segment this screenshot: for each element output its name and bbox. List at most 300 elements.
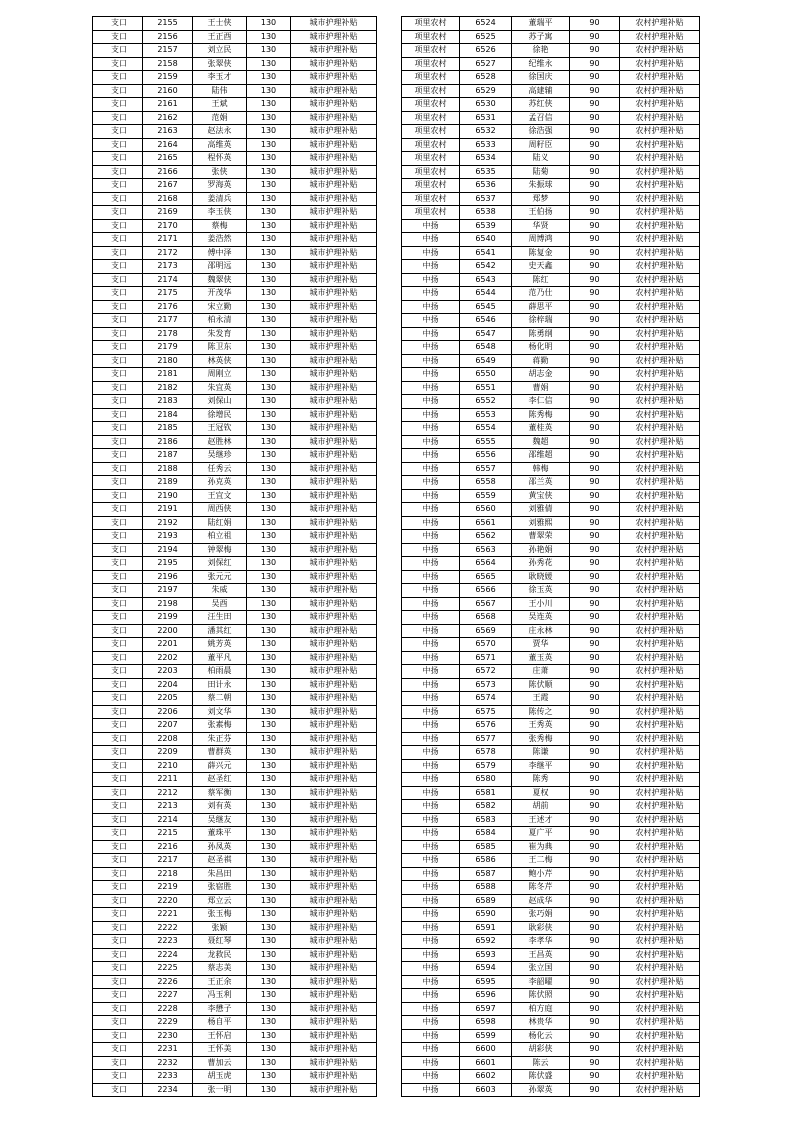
table-row bbox=[93, 192, 377, 206]
table-row bbox=[93, 1016, 377, 1030]
serial-cell: 2155 bbox=[143, 17, 193, 31]
table-row bbox=[93, 543, 377, 557]
amount-cell: 130 bbox=[247, 773, 291, 787]
serial-cell: 6526 bbox=[460, 44, 512, 58]
serial-cell: 2191 bbox=[143, 503, 193, 517]
name-cell: 王宜文 bbox=[193, 489, 247, 503]
subsidy-type-cell: 农村护理补贴 bbox=[620, 692, 700, 706]
table-row bbox=[402, 773, 700, 787]
subsidy-type-cell: 农村护理补贴 bbox=[620, 989, 700, 1003]
serial-cell: 6560 bbox=[460, 503, 512, 517]
subsidy-type-cell: 农村护理补贴 bbox=[620, 1002, 700, 1016]
table-row bbox=[402, 30, 700, 44]
area-cell: 支口 bbox=[93, 246, 143, 260]
serial-cell: 2200 bbox=[143, 624, 193, 638]
name-cell: 庄萧 bbox=[512, 665, 570, 679]
name-cell: 林英侠 bbox=[193, 354, 247, 368]
name-cell: 鲍小芹 bbox=[512, 867, 570, 881]
area-cell: 中扬 bbox=[402, 543, 460, 557]
name-cell: 孙凤英 bbox=[193, 840, 247, 854]
area-cell: 支口 bbox=[93, 854, 143, 868]
area-cell: 支口 bbox=[93, 395, 143, 409]
subsidy-type-cell: 城市护理补贴 bbox=[291, 179, 377, 193]
subsidy-type-cell: 城市护理补贴 bbox=[291, 314, 377, 328]
area-cell: 中扬 bbox=[402, 624, 460, 638]
area-cell: 项里农村 bbox=[402, 98, 460, 112]
serial-cell: 6595 bbox=[460, 975, 512, 989]
amount-cell: 130 bbox=[247, 287, 291, 301]
amount-cell: 90 bbox=[570, 354, 620, 368]
right-table bbox=[401, 16, 700, 1097]
area-cell: 中扬 bbox=[402, 557, 460, 571]
area-cell: 支口 bbox=[93, 800, 143, 814]
name-cell: 刘有英 bbox=[193, 800, 247, 814]
amount-cell: 90 bbox=[570, 57, 620, 71]
table-row bbox=[402, 989, 700, 1003]
area-cell: 中扬 bbox=[402, 273, 460, 287]
serial-cell: 2208 bbox=[143, 732, 193, 746]
subsidy-type-cell: 农村护理补贴 bbox=[620, 624, 700, 638]
area-cell: 支口 bbox=[93, 287, 143, 301]
subsidy-type-cell: 城市护理补贴 bbox=[291, 462, 377, 476]
right-table-body bbox=[402, 17, 700, 1097]
serial-cell: 2190 bbox=[143, 489, 193, 503]
area-cell: 中扬 bbox=[402, 219, 460, 233]
amount-cell: 130 bbox=[247, 449, 291, 463]
amount-cell: 90 bbox=[570, 30, 620, 44]
subsidy-type-cell: 城市护理补贴 bbox=[291, 1002, 377, 1016]
amount-cell: 130 bbox=[247, 624, 291, 638]
name-cell: 潘其红 bbox=[193, 624, 247, 638]
serial-cell: 2226 bbox=[143, 975, 193, 989]
table-row bbox=[402, 921, 700, 935]
name-cell: 刘保山 bbox=[193, 395, 247, 409]
serial-cell: 2213 bbox=[143, 800, 193, 814]
name-cell: 李懋子 bbox=[193, 1002, 247, 1016]
table-row bbox=[402, 287, 700, 301]
table-row bbox=[93, 638, 377, 652]
area-cell: 中扬 bbox=[402, 651, 460, 665]
name-cell: 任秀云 bbox=[193, 462, 247, 476]
serial-cell: 2206 bbox=[143, 705, 193, 719]
table-row bbox=[402, 813, 700, 827]
amount-cell: 130 bbox=[247, 732, 291, 746]
subsidy-type-cell: 城市护理补贴 bbox=[291, 287, 377, 301]
subsidy-type-cell: 城市护理补贴 bbox=[291, 773, 377, 787]
table-row bbox=[402, 665, 700, 679]
table-row bbox=[402, 975, 700, 989]
serial-cell: 2217 bbox=[143, 854, 193, 868]
table-row bbox=[402, 98, 700, 112]
area-cell: 支口 bbox=[93, 692, 143, 706]
name-cell: 朱威 bbox=[193, 584, 247, 598]
serial-cell: 2234 bbox=[143, 1083, 193, 1097]
area-cell: 中扬 bbox=[402, 395, 460, 409]
area-cell: 中扬 bbox=[402, 786, 460, 800]
amount-cell: 130 bbox=[247, 138, 291, 152]
subsidy-type-cell: 农村护理补贴 bbox=[620, 786, 700, 800]
serial-cell: 2188 bbox=[143, 462, 193, 476]
serial-cell: 6586 bbox=[460, 854, 512, 868]
table-row bbox=[93, 516, 377, 530]
area-cell: 支口 bbox=[93, 98, 143, 112]
subsidy-type-cell: 城市护理补贴 bbox=[291, 476, 377, 490]
amount-cell: 90 bbox=[570, 732, 620, 746]
amount-cell: 90 bbox=[570, 530, 620, 544]
name-cell: 董珠平 bbox=[193, 827, 247, 841]
area-cell: 中扬 bbox=[402, 1070, 460, 1084]
name-cell: 胡前 bbox=[512, 800, 570, 814]
subsidy-type-cell: 城市护理补贴 bbox=[291, 44, 377, 58]
serial-cell: 2212 bbox=[143, 786, 193, 800]
amount-cell: 90 bbox=[570, 44, 620, 58]
subsidy-type-cell: 农村护理补贴 bbox=[620, 300, 700, 314]
name-cell: 曹翠荣 bbox=[512, 530, 570, 544]
subsidy-type-cell: 城市护理补贴 bbox=[291, 125, 377, 139]
name-cell: 陆伟 bbox=[193, 84, 247, 98]
area-cell: 项里农村 bbox=[402, 84, 460, 98]
name-cell: 黄宝侠 bbox=[512, 489, 570, 503]
subsidy-type-cell: 城市护理补贴 bbox=[291, 395, 377, 409]
table-row bbox=[93, 273, 377, 287]
amount-cell: 90 bbox=[570, 152, 620, 166]
serial-cell: 2218 bbox=[143, 867, 193, 881]
serial-cell: 6589 bbox=[460, 894, 512, 908]
serial-cell: 6592 bbox=[460, 935, 512, 949]
name-cell: 陈勇纲 bbox=[512, 327, 570, 341]
table-row bbox=[402, 1029, 700, 1043]
serial-cell: 6577 bbox=[460, 732, 512, 746]
name-cell: 王士侠 bbox=[193, 17, 247, 31]
table-row bbox=[402, 233, 700, 247]
area-cell: 支口 bbox=[93, 435, 143, 449]
amount-cell: 130 bbox=[247, 327, 291, 341]
name-cell: 薛兴元 bbox=[193, 759, 247, 773]
table-row bbox=[93, 327, 377, 341]
serial-cell: 6602 bbox=[460, 1070, 512, 1084]
table-row bbox=[402, 165, 700, 179]
amount-cell: 130 bbox=[247, 854, 291, 868]
amount-cell: 130 bbox=[247, 746, 291, 760]
serial-cell: 6553 bbox=[460, 408, 512, 422]
name-cell: 陆红娟 bbox=[193, 516, 247, 530]
serial-cell: 6557 bbox=[460, 462, 512, 476]
serial-cell: 6533 bbox=[460, 138, 512, 152]
area-cell: 中扬 bbox=[402, 732, 460, 746]
serial-cell: 2205 bbox=[143, 692, 193, 706]
serial-cell: 6565 bbox=[460, 570, 512, 584]
amount-cell: 90 bbox=[570, 219, 620, 233]
subsidy-type-cell: 农村护理补贴 bbox=[620, 1056, 700, 1070]
amount-cell: 130 bbox=[247, 651, 291, 665]
name-cell: 夏权 bbox=[512, 786, 570, 800]
amount-cell: 130 bbox=[247, 98, 291, 112]
name-cell: 董桂英 bbox=[512, 422, 570, 436]
area-cell: 中扬 bbox=[402, 246, 460, 260]
amount-cell: 130 bbox=[247, 989, 291, 1003]
amount-cell: 130 bbox=[247, 543, 291, 557]
area-cell: 支口 bbox=[93, 1083, 143, 1097]
area-cell: 支口 bbox=[93, 827, 143, 841]
serial-cell: 2173 bbox=[143, 260, 193, 274]
name-cell: 朱宜英 bbox=[193, 381, 247, 395]
amount-cell: 90 bbox=[570, 381, 620, 395]
table-row bbox=[93, 570, 377, 584]
serial-cell: 2170 bbox=[143, 219, 193, 233]
amount-cell: 90 bbox=[570, 624, 620, 638]
area-cell: 中扬 bbox=[402, 975, 460, 989]
amount-cell: 90 bbox=[570, 260, 620, 274]
amount-cell: 130 bbox=[247, 705, 291, 719]
subsidy-type-cell: 城市护理补贴 bbox=[291, 570, 377, 584]
table-row bbox=[93, 30, 377, 44]
subsidy-type-cell: 城市护理补贴 bbox=[291, 867, 377, 881]
name-cell: 邵明远 bbox=[193, 260, 247, 274]
name-cell: 吴酉 bbox=[193, 597, 247, 611]
name-cell: 蔡志美 bbox=[193, 962, 247, 976]
area-cell: 支口 bbox=[93, 476, 143, 490]
name-cell: 吴继友 bbox=[193, 813, 247, 827]
subsidy-type-cell: 农村护理补贴 bbox=[620, 138, 700, 152]
name-cell: 董平凡 bbox=[193, 651, 247, 665]
area-cell: 支口 bbox=[93, 17, 143, 31]
table-row bbox=[93, 813, 377, 827]
amount-cell: 130 bbox=[247, 408, 291, 422]
subsidy-type-cell: 农村护理补贴 bbox=[620, 260, 700, 274]
amount-cell: 90 bbox=[570, 273, 620, 287]
amount-cell: 130 bbox=[247, 516, 291, 530]
area-cell: 支口 bbox=[93, 84, 143, 98]
subsidy-type-cell: 城市护理补贴 bbox=[291, 813, 377, 827]
table-row bbox=[93, 503, 377, 517]
amount-cell: 130 bbox=[247, 1043, 291, 1057]
amount-cell: 130 bbox=[247, 233, 291, 247]
amount-cell: 130 bbox=[247, 570, 291, 584]
serial-cell: 2216 bbox=[143, 840, 193, 854]
table-row bbox=[402, 746, 700, 760]
name-cell: 高建辅 bbox=[512, 84, 570, 98]
amount-cell: 90 bbox=[570, 422, 620, 436]
subsidy-type-cell: 农村护理补贴 bbox=[620, 314, 700, 328]
area-cell: 支口 bbox=[93, 233, 143, 247]
table-row bbox=[93, 1002, 377, 1016]
serial-cell: 6528 bbox=[460, 71, 512, 85]
subsidy-type-cell: 城市护理补贴 bbox=[291, 192, 377, 206]
amount-cell: 90 bbox=[570, 165, 620, 179]
name-cell: 孙艳娟 bbox=[512, 543, 570, 557]
subsidy-type-cell: 农村护理补贴 bbox=[620, 584, 700, 598]
subsidy-type-cell: 农村护理补贴 bbox=[620, 165, 700, 179]
amount-cell: 130 bbox=[247, 260, 291, 274]
amount-cell: 130 bbox=[247, 341, 291, 355]
area-cell: 中扬 bbox=[402, 584, 460, 598]
area-cell: 支口 bbox=[93, 759, 143, 773]
subsidy-type-cell: 城市护理补贴 bbox=[291, 368, 377, 382]
subsidy-type-cell: 农村护理补贴 bbox=[620, 17, 700, 31]
serial-cell: 6555 bbox=[460, 435, 512, 449]
area-cell: 支口 bbox=[93, 557, 143, 571]
amount-cell: 90 bbox=[570, 368, 620, 382]
subsidy-type-cell: 农村护理补贴 bbox=[620, 327, 700, 341]
subsidy-type-cell: 城市护理补贴 bbox=[291, 138, 377, 152]
table-row bbox=[93, 530, 377, 544]
subsidy-type-cell: 城市护理补贴 bbox=[291, 989, 377, 1003]
table-row bbox=[402, 125, 700, 139]
name-cell: 姚芳英 bbox=[193, 638, 247, 652]
area-cell: 中扬 bbox=[402, 611, 460, 625]
serial-cell: 6549 bbox=[460, 354, 512, 368]
subsidy-type-cell: 城市护理补贴 bbox=[291, 206, 377, 220]
subsidy-type-cell: 城市护理补贴 bbox=[291, 435, 377, 449]
subsidy-type-cell: 农村护理补贴 bbox=[620, 422, 700, 436]
table-row bbox=[402, 827, 700, 841]
serial-cell: 2229 bbox=[143, 1016, 193, 1030]
subsidy-type-cell: 农村护理补贴 bbox=[620, 948, 700, 962]
amount-cell: 130 bbox=[247, 273, 291, 287]
name-cell: 孟召信 bbox=[512, 111, 570, 125]
name-cell: 陈冬芹 bbox=[512, 881, 570, 895]
serial-cell: 6598 bbox=[460, 1016, 512, 1030]
subsidy-type-cell: 城市护理补贴 bbox=[291, 233, 377, 247]
table-row bbox=[402, 759, 700, 773]
area-cell: 支口 bbox=[93, 138, 143, 152]
left-table-body bbox=[93, 17, 377, 1097]
area-cell: 支口 bbox=[93, 381, 143, 395]
amount-cell: 90 bbox=[570, 111, 620, 125]
area-cell: 支口 bbox=[93, 732, 143, 746]
area-cell: 支口 bbox=[93, 867, 143, 881]
area-cell: 中扬 bbox=[402, 678, 460, 692]
area-cell: 中扬 bbox=[402, 800, 460, 814]
amount-cell: 130 bbox=[247, 368, 291, 382]
amount-cell: 130 bbox=[247, 422, 291, 436]
name-cell: 王二梅 bbox=[512, 854, 570, 868]
name-cell: 王斌 bbox=[193, 98, 247, 112]
serial-cell: 6550 bbox=[460, 368, 512, 382]
name-cell: 赵法永 bbox=[193, 125, 247, 139]
area-cell: 支口 bbox=[93, 462, 143, 476]
table-row bbox=[402, 1056, 700, 1070]
table-row bbox=[93, 165, 377, 179]
subsidy-type-cell: 城市护理补贴 bbox=[291, 165, 377, 179]
serial-cell: 6575 bbox=[460, 705, 512, 719]
serial-cell: 6530 bbox=[460, 98, 512, 112]
table-row bbox=[402, 300, 700, 314]
serial-cell: 6597 bbox=[460, 1002, 512, 1016]
serial-cell: 2214 bbox=[143, 813, 193, 827]
name-cell: 王怀美 bbox=[193, 1043, 247, 1057]
serial-cell: 6529 bbox=[460, 84, 512, 98]
area-cell: 支口 bbox=[93, 1070, 143, 1084]
table-row bbox=[93, 287, 377, 301]
name-cell: 董瑞平 bbox=[512, 17, 570, 31]
area-cell: 支口 bbox=[93, 503, 143, 517]
amount-cell: 90 bbox=[570, 17, 620, 31]
amount-cell: 130 bbox=[247, 44, 291, 58]
subsidy-type-cell: 城市护理补贴 bbox=[291, 30, 377, 44]
serial-cell: 6569 bbox=[460, 624, 512, 638]
subsidy-type-cell: 农村护理补贴 bbox=[620, 273, 700, 287]
area-cell: 中扬 bbox=[402, 935, 460, 949]
name-cell: 胡彩侠 bbox=[512, 1043, 570, 1057]
table-row bbox=[402, 152, 700, 166]
name-cell: 陈复金 bbox=[512, 246, 570, 260]
subsidy-type-cell: 城市护理补贴 bbox=[291, 651, 377, 665]
amount-cell: 90 bbox=[570, 1070, 620, 1084]
serial-cell: 6593 bbox=[460, 948, 512, 962]
amount-cell: 130 bbox=[247, 111, 291, 125]
area-cell: 支口 bbox=[93, 314, 143, 328]
name-cell: 郑立云 bbox=[193, 894, 247, 908]
table-row bbox=[93, 395, 377, 409]
table-row bbox=[402, 449, 700, 463]
amount-cell: 90 bbox=[570, 314, 620, 328]
name-cell: 史天鑫 bbox=[512, 260, 570, 274]
table-row bbox=[402, 219, 700, 233]
serial-cell: 6541 bbox=[460, 246, 512, 260]
serial-cell: 2178 bbox=[143, 327, 193, 341]
amount-cell: 130 bbox=[247, 300, 291, 314]
amount-cell: 90 bbox=[570, 233, 620, 247]
name-cell: 曹加云 bbox=[193, 1056, 247, 1070]
name-cell: 柏永清 bbox=[193, 314, 247, 328]
name-cell: 徐增民 bbox=[193, 408, 247, 422]
name-cell: 陈谦 bbox=[512, 746, 570, 760]
area-cell: 支口 bbox=[93, 773, 143, 787]
table-row bbox=[93, 408, 377, 422]
table-row bbox=[402, 597, 700, 611]
area-cell: 支口 bbox=[93, 1029, 143, 1043]
table-row bbox=[402, 206, 700, 220]
amount-cell: 130 bbox=[247, 435, 291, 449]
subsidy-type-cell: 农村护理补贴 bbox=[620, 975, 700, 989]
amount-cell: 90 bbox=[570, 125, 620, 139]
area-cell: 支口 bbox=[93, 921, 143, 935]
amount-cell: 90 bbox=[570, 827, 620, 841]
table-row bbox=[402, 327, 700, 341]
amount-cell: 130 bbox=[247, 219, 291, 233]
area-cell: 中扬 bbox=[402, 638, 460, 652]
table-row bbox=[402, 1016, 700, 1030]
name-cell: 范娟 bbox=[193, 111, 247, 125]
amount-cell: 130 bbox=[247, 1070, 291, 1084]
amount-cell: 130 bbox=[247, 192, 291, 206]
amount-cell: 130 bbox=[247, 179, 291, 193]
name-cell: 姜清兵 bbox=[193, 192, 247, 206]
table-row bbox=[402, 786, 700, 800]
area-cell: 中扬 bbox=[402, 759, 460, 773]
subsidy-type-cell: 城市护理补贴 bbox=[291, 611, 377, 625]
area-cell: 支口 bbox=[93, 570, 143, 584]
serial-cell: 6576 bbox=[460, 719, 512, 733]
name-cell: 华贤 bbox=[512, 219, 570, 233]
name-cell: 陆菊 bbox=[512, 165, 570, 179]
subsidy-type-cell: 农村护理补贴 bbox=[620, 395, 700, 409]
table-row bbox=[93, 354, 377, 368]
subsidy-type-cell: 农村护理补贴 bbox=[620, 800, 700, 814]
name-cell: 耿彩侠 bbox=[512, 921, 570, 935]
table-row bbox=[93, 624, 377, 638]
name-cell: 朱昌田 bbox=[193, 867, 247, 881]
name-cell: 赵圣红 bbox=[193, 773, 247, 787]
table-row bbox=[93, 314, 377, 328]
serial-cell: 2204 bbox=[143, 678, 193, 692]
serial-cell: 6540 bbox=[460, 233, 512, 247]
table-row bbox=[93, 44, 377, 58]
table-row bbox=[93, 719, 377, 733]
subsidy-type-cell: 城市护理补贴 bbox=[291, 962, 377, 976]
amount-cell: 90 bbox=[570, 435, 620, 449]
